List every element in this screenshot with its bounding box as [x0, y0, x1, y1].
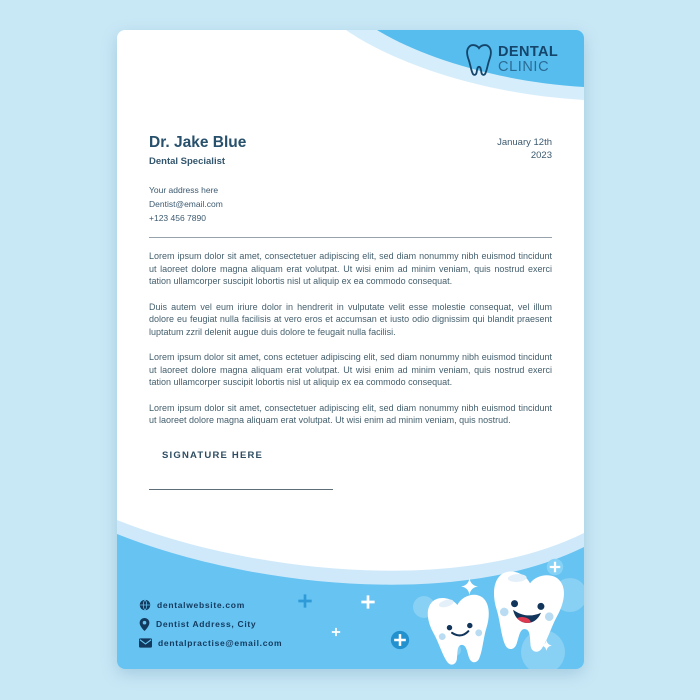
letterhead-page: [117, 30, 584, 669]
footer-address-text: Dentist Address, City: [156, 619, 257, 629]
contact-block: [149, 183, 223, 225]
clinic-logo: [464, 43, 558, 77]
header-divider: [149, 237, 552, 238]
footer-website-text: dentalwebsite.com: [157, 600, 245, 610]
plus-decoration-icon: [360, 594, 376, 610]
contact-phone: +123 456 7890: [149, 213, 206, 223]
tooth-character-big: [483, 560, 571, 664]
doctor-name: Dr. Jake Blue: [149, 134, 247, 151]
doctor-title: Dental Specialist: [149, 156, 226, 167]
tooth-outline-icon: [464, 43, 494, 77]
footer-email-text: dentalpractise@email.com: [158, 638, 283, 648]
letter-paragraph: Duis autem vel eum iriure dolor in hendrerit in vulputate velit esse molestie consequat, vel illum dolore eu feugiat nulla facilisis at vero eros et accumsan et iusto odio dignissim qui blandit praesent luptatum zzril delenit augue duis dolore te feugait nulla facilisi.: [149, 301, 552, 337]
logo-text-clinic: CLINIC: [498, 59, 550, 75]
plus-decoration-icon: [331, 627, 341, 637]
letter-date-line2: 2023: [530, 150, 552, 161]
letter-date-line1: January 12th: [497, 137, 552, 148]
footer-email-row: [139, 636, 282, 650]
letter-paragraph: Lorem ipsum dolor sit amet, consectetuer adipiscing elit, sed diam nonummy nibh euismod tincidunt ut laoreet dolore magna aliquam erat volutpat. Ut wisi enim ad minim veniam, quis nostrud.: [149, 402, 552, 425]
letter-paragraph: Lorem ipsum dolor sit amet, consectetuer adipiscing elit, sed diam nonummy nibh euismod tincidunt ut laoreet dolore magna aliquam erat volutpat. Ut wisi enim ad minim veniam, quis nostrud exerci tation ullamcorper suscipit lobortis nisl ut aliquip ex ea commodo consequat.: [149, 251, 552, 286]
footer-address-row: [139, 617, 256, 631]
signature-line: [149, 489, 333, 490]
contact-email: Dentist@email.com: [149, 199, 223, 209]
contact-address: Your address here: [149, 185, 219, 195]
letter-date: [497, 136, 552, 162]
envelope-icon: [139, 638, 152, 648]
circle-plus-decoration-icon: [390, 630, 410, 650]
letter-body: [149, 250, 552, 440]
globe-icon: [139, 599, 151, 611]
plus-decoration-icon: [297, 593, 313, 609]
letter-paragraph: Lorem ipsum dolor sit amet, cons ectetuer adipiscing elit, sed diam nonummy nibh euismod tincidunt ut laoreet dolore magna aliquam erat volutpat. Ut wisi enim ad minim veniam, quis nostrud exerci tation ullamcorper suscipit lobortis nisl ut aliquip ex ea commodo consequat.: [149, 352, 552, 387]
signature-placeholder: SIGNATURE HERE: [162, 450, 264, 461]
location-pin-icon: [139, 618, 150, 631]
logo-text-dental: DENTAL: [498, 44, 559, 60]
footer-website-row: [139, 598, 245, 612]
tooth-character-small: [422, 587, 498, 669]
